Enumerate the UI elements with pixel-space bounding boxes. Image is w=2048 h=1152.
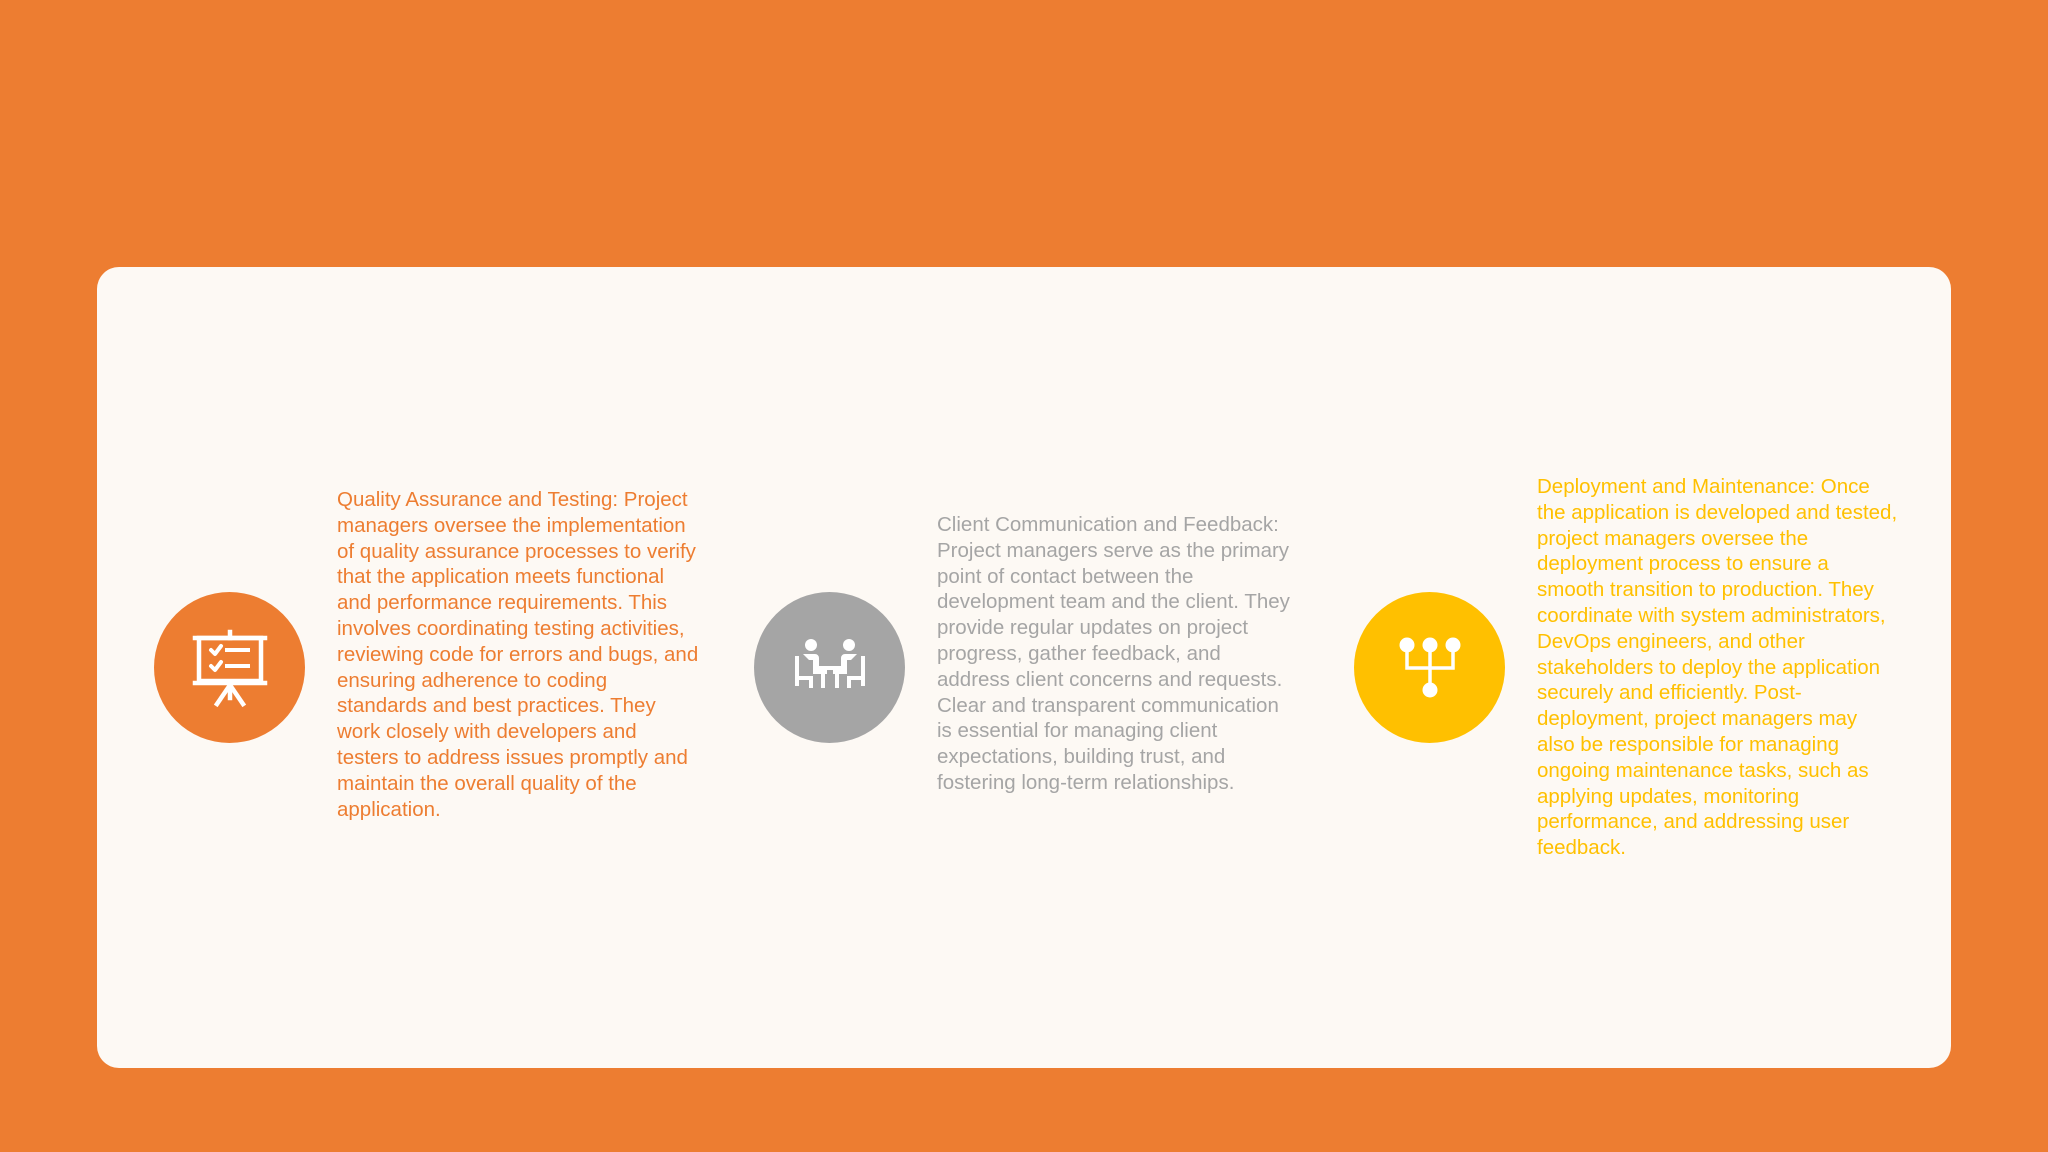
presentation-board-icon xyxy=(190,628,270,708)
quality-assurance-icon-circle xyxy=(154,592,305,743)
quality-assurance-text: Quality Assurance and Testing: Project managers oversee the implementation of quality assurance processes to verify that the application meets functional and performance requirements. This involves coordinating testing activities, reviewing code for errors and bugs, and ensuring adherence to coding standards and best practices. They work closely with developers and testers to address issues promptly and maintain the overall quality of the application. xyxy=(337,488,699,821)
hierarchy-merge-icon xyxy=(1390,628,1470,708)
deployment-text: Deployment and Maintenance: Once the application is developed and tested, project managers oversee the deployment process to ensure a smooth transition to production. They coordinate with system administrators, DevOps engineers, and other stakeholders to deploy the application securely and efficiently. Post-deployment, project managers may also be responsible for managing ongoing maintenance tasks, such as applying updates, monitoring performance, and addressing user feedback. xyxy=(1537,475,1898,860)
client-communication-text: Client Communication and Feedback: Project managers serve as the primary point of contact between the development team and the client. They provide regular updates on project progress, gather feedback, and address client concerns and requests. Clear and transparent communication is essential for managing client expectations, building trust, and fostering long-term relationships. xyxy=(937,513,1290,794)
meeting-table-icon xyxy=(790,628,870,708)
client-communication-icon-circle xyxy=(754,592,905,743)
deployment-icon-circle xyxy=(1354,592,1505,743)
